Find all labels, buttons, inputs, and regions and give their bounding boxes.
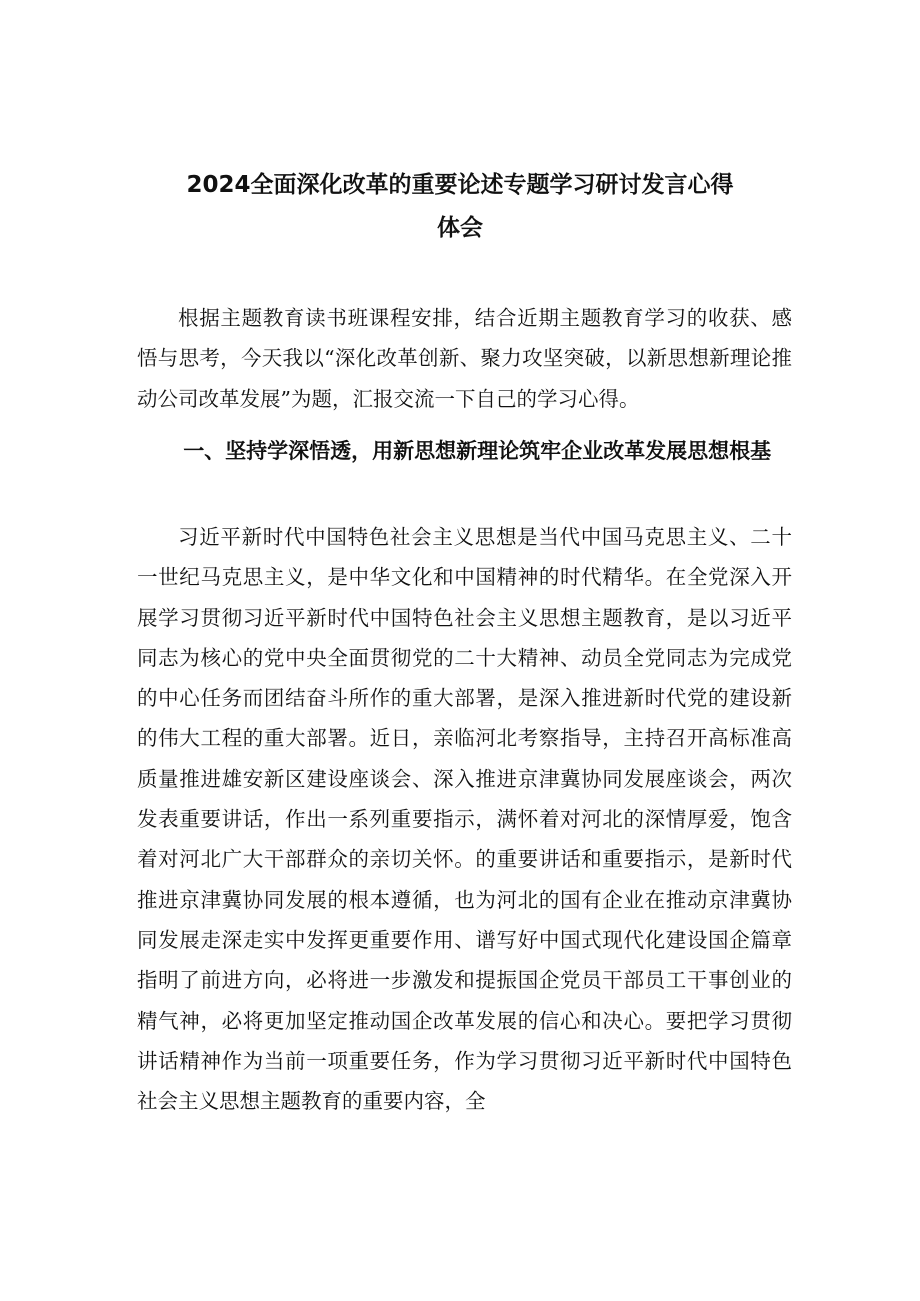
document-title-line1: 2024全面深化改革的重要论述专题学习研讨发言心得 (186, 172, 734, 198)
intro-paragraph: 根据主题教育读书班课程安排，结合近期主题教育学习的收获、感悟与思考，今天我以“深化改革创新、聚力攻坚突破，以新思想新理论推动公司改革发展”为题，汇报交流一下自己的学习心得。 (137, 306, 792, 411)
document-title-line2: 体会 (437, 215, 483, 241)
section-1-heading: 一、坚持学深悟透，用新思想新理论筑牢企业改革发展思想根基 (183, 439, 772, 463)
section-1-paragraph: 习近平新时代中国特色社会主义思想是当代中国马克思主义、二十一世纪马克思主义，是中华文化和中国精神的时代精华。在全党深入开展学习贯彻习近平新时代中国特色社会主义思想主题教育，是以习近平同志为核心的党中央全面贯彻党的二十大精神、动员全党同志为完成党的中心任务而团结奋斗所作的重大部署，是深入推进新时代党的建设新的伟大工程的重大部署。近日，亲临河北考察指导，主持召开高标准高质量推进雄安新区建设座谈会、深入推进京津冀协同发展座谈会，两次发表重要讲话，作出一系列重要指示，满怀着对河北的深情厚爱，饱含着对河北广大干部群众的亲切关怀。的重要讲话和重要指示，是新时代推进京津冀协同发展的根本遵循，也为河北的国有企业在推动京津冀协同发展走深走实中发挥更重要作用、谱写好中国式现代化建设国企篇章指明了前进方向，必将进一步激发和提振国企党员干部员工干事创业的精气神，必将更加坚定推动国企改革发展的信心和决心。要把学习贯彻讲话精神作为当前一项重要任务，作为学习贯彻习近平新时代中国特色社会主义思想主题教育的重要内容，全 (137, 525, 792, 1114)
